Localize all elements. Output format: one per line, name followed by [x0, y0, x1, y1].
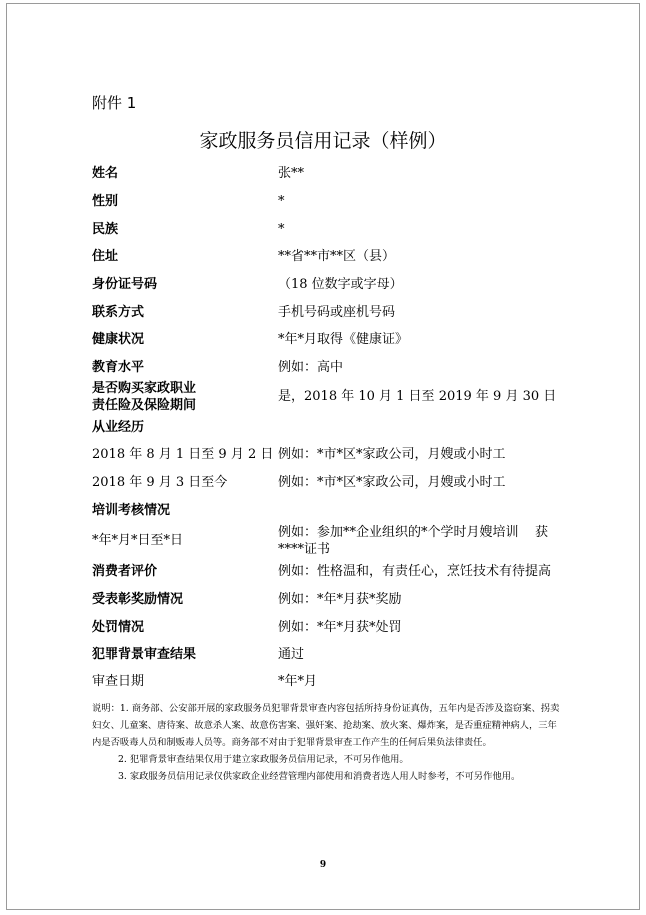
row-label: 从业经历 — [92, 420, 145, 435]
row-value: *年*月 — [278, 674, 318, 689]
row-label-line2: 责任险及保险期间 — [92, 398, 197, 413]
row-label: 民族 — [92, 222, 119, 237]
row-label: 消费者评价 — [92, 564, 158, 579]
row-value: 例如：*年*月获*处罚 — [278, 620, 402, 635]
row-label: 审查日期 — [92, 674, 145, 689]
row-value: * — [278, 194, 285, 209]
row-value: 例如：性格温和，有责任心，烹饪技术有待提高 — [278, 564, 552, 579]
row-label: 身份证号码 — [92, 277, 158, 292]
row-value: *年*月取得《健康证》 — [278, 332, 409, 347]
row-label: 受表彰奖励情况 — [92, 592, 184, 607]
row-value: 例如：*年*月获*奖励 — [278, 592, 402, 607]
row-label: 健康状况 — [92, 332, 145, 347]
row-label: 培训考核情况 — [92, 503, 171, 518]
row-label: 犯罪背景审查结果 — [92, 647, 197, 662]
row-label-line1: 是否购买家政职业 — [92, 381, 197, 396]
row-value: 例如：*市*区*家政公司，月嫂或小时工 — [278, 475, 506, 490]
row-value: 手机号码或座机号码 — [278, 305, 396, 320]
document-title: 家政服务员信用记录（样例） — [199, 130, 447, 152]
note-1: 说明：1. 商务部、公安部开展的家政服务员犯罪背景审查内容包括所持身份证真伪，五年内是否涉及盗窃案、拐卖妇女、儿童案、唐待案、故意杀人案、故意伤害案、强奸案、抢劫案、放火案、爆炸案，是否重症精神病人，三年内是否吸毒人员和制贩毒人员等。商务部不对由于犯罪背景审查工作产生的任何后果负法律责任。 — [92, 703, 560, 748]
note-3: 3. 家政服务员信用记录仅供家政企业经营管理内部使用和消费者选人用人时参考，不可另作他用。 — [118, 771, 521, 782]
row-label: 处罚情况 — [92, 620, 145, 635]
row-label: 姓名 — [92, 166, 119, 181]
notes-section — [92, 700, 562, 785]
annex-label: 附件 1 — [92, 94, 137, 112]
row-value: 是，2018 年 10 月 1 日至 2019 年 9 月 30 日 — [278, 389, 557, 404]
row-label: *年*月*日至*日 — [92, 533, 184, 548]
row-value: 例如：高中 — [278, 360, 344, 375]
row-label: 联系方式 — [92, 305, 145, 320]
row-value-line2: ****证书 — [278, 542, 331, 557]
row-value: **省**市**区（县） — [278, 249, 396, 264]
note-2: 2. 犯罪背景审查结果仅用于建立家政服务员信用记录，不可另作他用。 — [118, 754, 409, 765]
row-value-line1: 例如：参加**企业组织的*个学时月嫂培训 获 — [278, 525, 549, 540]
row-value: 通过 — [278, 647, 305, 662]
row-label: 教育水平 — [92, 360, 145, 375]
row-value: * — [278, 222, 285, 237]
row-value: （18 位数字或字母） — [278, 277, 403, 292]
row-label: 2018 年 9 月 3 日至今 — [92, 475, 228, 490]
row-label: 2018 年 8 月 1 日至 9 月 2 日 — [92, 447, 274, 462]
row-value: 例如：*市*区*家政公司，月嫂或小时工 — [278, 447, 506, 462]
row-value: 张** — [278, 166, 305, 181]
page-number: 9 — [319, 860, 327, 870]
row-label: 性别 — [92, 194, 119, 209]
row-label: 住址 — [92, 249, 119, 264]
